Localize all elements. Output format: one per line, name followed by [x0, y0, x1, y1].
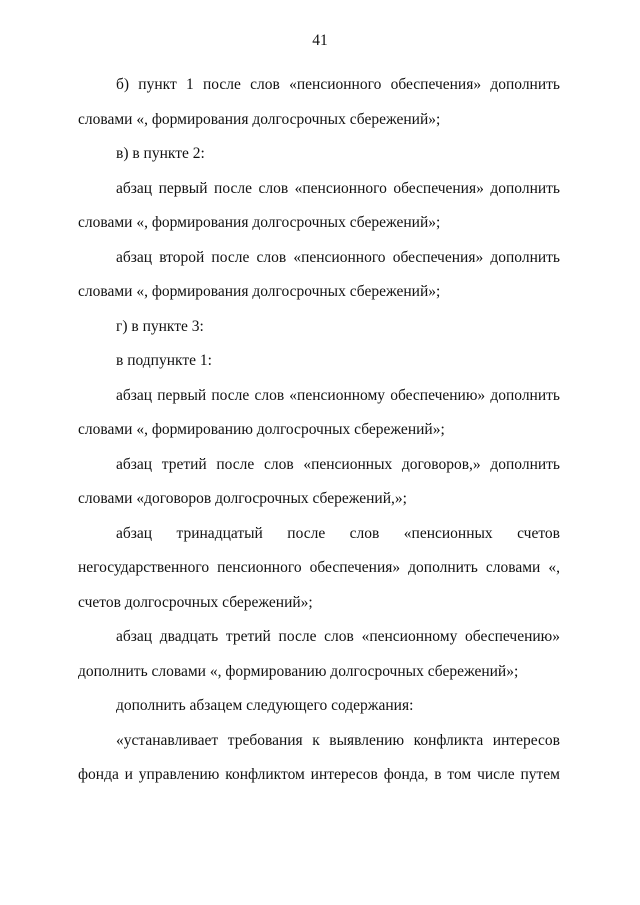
paragraph-new-content: «устанавливает требования к выявлению конфликта интересов фонда и управлению конфликтом интересов фонда, в том числе путем — [78, 731, 560, 783]
paragraph-item-b: б) пункт 1 после слов «пенсионного обеспечения» дополнить словами «, формирования долгосрочных сбережений»; — [78, 76, 560, 128]
paragraph-abzac-second: абзац второй после слов «пенсионного обеспечения» дополнить словами «, формирования долгосрочных сбережений»; — [78, 248, 560, 300]
paragraph-item-v: в) в пункте 2: — [116, 145, 205, 162]
paragraph-abzac-first-sub: абзац первый после слов «пенсионному обеспечению» дополнить словами «, формированию долгосрочных сбережений»; — [78, 386, 560, 438]
paragraph-subitem-1: в подпункте 1: — [116, 352, 212, 369]
document-body — [78, 68, 560, 793]
page-number: 41 — [312, 32, 328, 49]
paragraph-abzac-twenty-third: абзац двадцать третий после слов «пенсионному обеспечению» дополнить словами «, формированию долгосрочных сбережений»; — [78, 628, 560, 680]
paragraph-abzac-third: абзац третий после слов «пенсионных договоров,» дополнить словами «договоров долгосрочных сбережений,»; — [78, 455, 560, 507]
paragraph-item-g: г) в пункте 3: — [116, 317, 204, 335]
paragraph-add-abzac: дополнить абзацем следующего содержания: — [116, 697, 414, 714]
paragraph-abzac-thirteenth: абзац тринадцатый после слов «пенсионных счетов негосударственного пенсионного обеспечения» дополнить словами «, счетов долгосрочных сбережений»; — [78, 524, 560, 611]
paragraph-abzac-first: абзац первый после слов «пенсионного обеспечения» дополнить словами «, формирования долгосрочных сбережений»; — [78, 179, 560, 231]
